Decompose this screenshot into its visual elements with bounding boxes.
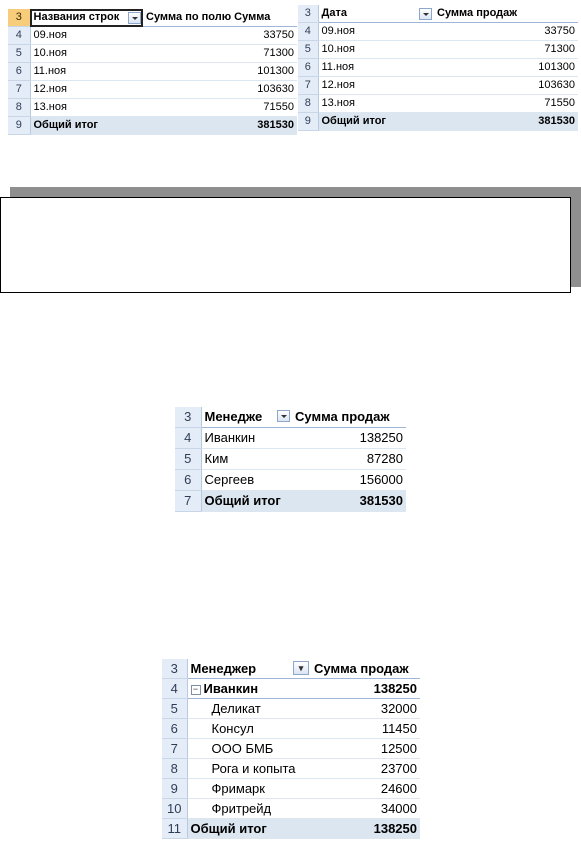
- row-value[interactable]: 103630: [434, 77, 578, 95]
- table-row: [8, 63, 297, 81]
- row-number[interactable]: 6: [298, 59, 318, 77]
- table-row: [175, 449, 406, 470]
- row-number[interactable]: 7: [175, 491, 201, 512]
- row-label[interactable]: Сергеев: [201, 470, 292, 491]
- row-value[interactable]: 33750: [143, 27, 297, 45]
- grand-total-row: [175, 491, 406, 512]
- grand-total-row: [298, 113, 578, 131]
- grand-total-label[interactable]: Общий итог: [318, 113, 434, 131]
- row-number[interactable]: 4: [162, 679, 187, 699]
- row-value[interactable]: 87280: [292, 449, 406, 470]
- row-value[interactable]: 23700: [311, 759, 420, 779]
- table-header-row: [162, 659, 420, 679]
- chevron-down-icon[interactable]: [419, 8, 432, 20]
- grand-total-label[interactable]: Общий итог: [187, 819, 311, 839]
- table-row: [175, 428, 406, 449]
- table-row: [298, 77, 578, 95]
- chevron-down-icon[interactable]: [128, 12, 141, 24]
- row-label[interactable]: Фритрейд: [187, 799, 311, 819]
- table-row: [162, 699, 420, 719]
- pivot-table-manager-clients: [162, 659, 420, 839]
- row-number[interactable]: 4: [298, 23, 318, 41]
- filter-icon[interactable]: ▾: [293, 661, 309, 675]
- row-labels-header[interactable]: [318, 5, 434, 23]
- row-label[interactable]: 10.ноя: [318, 41, 434, 59]
- table-row: [162, 719, 420, 739]
- table-row: [298, 59, 578, 77]
- grand-total-label[interactable]: Общий итог: [201, 491, 292, 512]
- row-number[interactable]: 6: [162, 719, 187, 739]
- row-number[interactable]: 6: [8, 63, 30, 81]
- row-value[interactable]: 103630: [143, 81, 297, 99]
- header-label: Менеджер: [190, 661, 257, 676]
- row-label[interactable]: 13.ноя: [318, 95, 434, 113]
- table-row: [298, 23, 578, 41]
- row-value[interactable]: 32000: [311, 699, 420, 719]
- row-number[interactable]: 11: [162, 819, 187, 839]
- row-label[interactable]: 09.ноя: [318, 23, 434, 41]
- row-value[interactable]: 34000: [311, 799, 420, 819]
- row-label[interactable]: 13.ноя: [30, 99, 143, 117]
- row-number[interactable]: 5: [162, 699, 187, 719]
- row-number[interactable]: 8: [162, 759, 187, 779]
- value-header[interactable]: Сумма продаж: [311, 659, 420, 679]
- row-label[interactable]: 10.ноя: [30, 45, 143, 63]
- pivot-table-dates-2: [298, 5, 578, 131]
- row-value[interactable]: 101300: [434, 59, 578, 77]
- row-number[interactable]: 8: [298, 95, 318, 113]
- row-label[interactable]: Ким: [201, 449, 292, 470]
- row-value[interactable]: 24600: [311, 779, 420, 799]
- row-value[interactable]: 71550: [143, 99, 297, 117]
- table-row: [162, 759, 420, 779]
- row-label[interactable]: 12.ноя: [30, 81, 143, 99]
- group-label-cell[interactable]: [187, 679, 311, 699]
- row-label[interactable]: Рога и копыта: [187, 759, 311, 779]
- group-label: Иванкин: [203, 681, 259, 696]
- value-header[interactable]: Сумма продаж: [434, 5, 578, 23]
- table-row: [8, 27, 297, 45]
- row-label[interactable]: ООО БМБ: [187, 739, 311, 759]
- row-label[interactable]: 11.ноя: [318, 59, 434, 77]
- row-number[interactable]: 7: [162, 739, 187, 759]
- row-number[interactable]: 9: [162, 779, 187, 799]
- pivot-table-dates-1: [8, 9, 297, 135]
- row-value[interactable]: 12500: [311, 739, 420, 759]
- row-number[interactable]: 3: [175, 407, 201, 428]
- row-number[interactable]: 5: [298, 41, 318, 59]
- row-value[interactable]: 71300: [434, 41, 578, 59]
- grand-total-value[interactable]: 381530: [292, 491, 406, 512]
- row-value[interactable]: 33750: [434, 23, 578, 41]
- row-labels-header[interactable]: [201, 407, 292, 428]
- table-row: [162, 799, 420, 819]
- table-row: [175, 470, 406, 491]
- header-label: Дата: [321, 7, 347, 19]
- table-row: [298, 41, 578, 59]
- table-header-row: [8, 9, 297, 27]
- row-number[interactable]: 3: [298, 5, 318, 23]
- table-row: [162, 779, 420, 799]
- row-number[interactable]: 3: [8, 9, 30, 27]
- table-row: [8, 81, 297, 99]
- grand-total-value[interactable]: 381530: [434, 113, 578, 131]
- row-number[interactable]: 9: [298, 113, 318, 131]
- row-label[interactable]: Фримарк: [187, 779, 311, 799]
- table-header-row: [298, 5, 578, 23]
- pivot-table-managers: [175, 407, 406, 512]
- row-label[interactable]: Иванкин: [201, 428, 292, 449]
- chevron-down-icon[interactable]: [277, 410, 290, 422]
- row-value[interactable]: 71550: [434, 95, 578, 113]
- grand-total-row: [162, 819, 420, 839]
- row-label[interactable]: Консул: [187, 719, 311, 739]
- row-label[interactable]: 09.ноя: [30, 27, 143, 45]
- row-number[interactable]: 4: [175, 428, 201, 449]
- table-row: [8, 45, 297, 63]
- row-labels-header[interactable]: [187, 659, 311, 679]
- row-number[interactable]: 5: [8, 45, 30, 63]
- table-row: [298, 95, 578, 113]
- row-number[interactable]: 7: [298, 77, 318, 95]
- row-value[interactable]: 101300: [143, 63, 297, 81]
- empty-text-frame: [0, 197, 571, 293]
- row-label[interactable]: 11.ноя: [30, 63, 143, 81]
- row-value[interactable]: 156000: [292, 470, 406, 491]
- table-header-row: [175, 407, 406, 428]
- row-number[interactable]: 8: [8, 99, 30, 117]
- row-labels-header[interactable]: [30, 9, 143, 27]
- row-number[interactable]: 6: [175, 470, 201, 491]
- table-row: [8, 99, 297, 117]
- row-label[interactable]: 12.ноя: [318, 77, 434, 95]
- row-number[interactable]: 3: [162, 659, 187, 679]
- minus-box-icon[interactable]: −: [191, 685, 201, 695]
- table-row: [162, 739, 420, 759]
- group-row: [162, 679, 420, 699]
- header-label: Менедже: [204, 409, 263, 424]
- grand-total-row: [8, 117, 297, 135]
- grand-total-value[interactable]: 381530: [143, 117, 297, 135]
- row-value[interactable]: 71300: [143, 45, 297, 63]
- value-header[interactable]: Сумма по полю Сумма: [143, 9, 297, 27]
- grand-total-value[interactable]: 138250: [311, 819, 420, 839]
- header-label: Названия строк: [33, 11, 120, 23]
- row-value[interactable]: 138250: [292, 428, 406, 449]
- row-number[interactable]: 9: [8, 117, 30, 135]
- row-value[interactable]: 11450: [311, 719, 420, 739]
- group-value[interactable]: 138250: [311, 679, 420, 699]
- row-number[interactable]: 10: [162, 799, 187, 819]
- row-number[interactable]: 7: [8, 81, 30, 99]
- row-number[interactable]: 5: [175, 449, 201, 470]
- grand-total-label[interactable]: Общий итог: [30, 117, 143, 135]
- row-label[interactable]: Деликат: [187, 699, 311, 719]
- row-number[interactable]: 4: [8, 27, 30, 45]
- value-header[interactable]: Сумма продаж: [292, 407, 406, 428]
